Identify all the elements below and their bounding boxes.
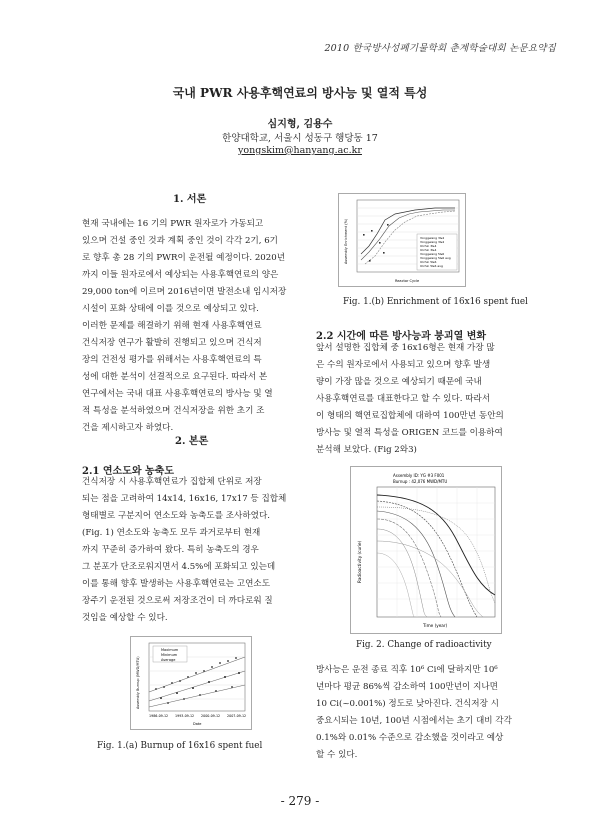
- fig1b-legend-7: Ulchin 5&6 avg: [420, 264, 443, 268]
- figure-1b-svg: [339, 194, 465, 286]
- fig1a-legend-0: Maximum: [161, 648, 179, 652]
- fig1b-ylabel: Assembly Enrichment (%): [344, 218, 348, 264]
- section-heading-intro: 1. 서론: [173, 194, 207, 205]
- fig1a-xtick-0: 1986-09-12: [149, 714, 169, 718]
- paragraph-line: 건식저장 시 사용후핵연료가 집합체 단위로 저장: [82, 477, 262, 487]
- figure-2-radioactivity-chart: [350, 466, 502, 634]
- fig1a-ylabel: Assembly Burnup (MWD/MTU): [136, 656, 140, 709]
- figure-1a-burnup-chart: [130, 636, 252, 730]
- fig2-inner-title-1: Assembly ID: YG #3 F001: [393, 473, 445, 478]
- fig2-xlabel: Time (year): [423, 623, 448, 628]
- section-heading-body: 2. 본론: [175, 436, 209, 447]
- paragraph-line: 할 수 있다.: [316, 750, 358, 760]
- fig1a-legend-1: Minimum: [161, 653, 178, 657]
- fig1b-xlabel: Reactor Cycle: [395, 279, 420, 283]
- paragraph-line: 이를 통해 향후 발생하는 사용후핵연료는 고연소도: [82, 579, 270, 589]
- fig1b-legend-1: Yonggwang 3&4: [420, 240, 445, 244]
- section-heading-2-2: 2.2 시간에 따른 방사능과 붕괴열 변화: [316, 331, 487, 342]
- paragraph-line: 0.1%와 0.01% 수준으로 감소했을 것이라고 예상: [316, 733, 504, 743]
- figure-1b-caption: Fig. 1.(b) Enrichment of 16x16 spent fuel: [343, 297, 528, 307]
- fig1b-legend-3: Ulchin 3&4: [420, 248, 437, 252]
- paragraph-line: 건을 제시하고자 하였다.: [82, 423, 174, 433]
- paragraph-line: 중요시되는 10년, 100년 시점에서는 초기 대비 각각: [316, 716, 512, 726]
- figure-1a-caption: Fig. 1.(a) Burnup of 16x16 spent fuel: [97, 741, 263, 751]
- figure-2-caption: Fig. 2. Change of radioactivity: [356, 640, 492, 650]
- paragraph-line: 로 향후 총 28 기의 PWR이 운전될 예정이다. 2020년: [82, 253, 286, 263]
- section-2-2-paragraph-2: [316, 662, 530, 764]
- paragraph-line: 은 수의 원자로에서 사용되고 있으며 향후 발생: [316, 360, 491, 370]
- paragraph-line: 있으며 건설 중인 것과 계획 중인 것이 각각 2기, 6기: [82, 236, 278, 246]
- paragraph-line: 까지 꾸준히 증가하여 왔다. 특히 농축도의 경우: [82, 545, 259, 555]
- paragraph-line: 량이 가장 많을 것으로 예상되기 때문에 국내: [316, 377, 482, 387]
- author-email-link[interactable]: yongskim@hanyang.ac.kr: [238, 145, 362, 156]
- fig1b-legend-0: Yonggwang 3&4: [420, 236, 445, 240]
- paragraph-line: 적 특성을 분석하였으며 건식저장을 위한 초기 조: [82, 406, 265, 416]
- paragraph-line: 앞서 설명한 집합체 중 16x16형은 현재 가장 많: [316, 343, 495, 353]
- paragraph-line: 방사능은 운전 종료 직후 10⁶ Ci에 달하지만 10⁶: [316, 665, 498, 675]
- intro-paragraph: [82, 216, 296, 437]
- paragraph-line: (Fig. 1) 연소도와 농축도 모두 과거로부터 현재: [82, 528, 261, 538]
- paragraph-line: 장주기 운전된 것으로써 저장조건이 더 까다로워 질: [82, 596, 273, 606]
- fig1a-xlabel: Date: [193, 722, 202, 726]
- paragraph-line: 되는 점을 고려하여 14x14, 16x16, 17x17 등 집합체: [82, 494, 287, 504]
- paragraph-line: 10 Ci(~0.001%) 정도로 낮아진다. 건식저장 시: [316, 699, 499, 709]
- paragraph-line: 건식저장 연구가 활발히 진행되고 있으며 건식저: [82, 338, 262, 348]
- paragraph-line: 방사능 및 열적 특성을 ORIGEN 코드를 이용하여: [316, 428, 503, 438]
- figure-1a-svg: [131, 637, 251, 729]
- fig1b-legend-5: Yonggwang 5&6 avg: [420, 256, 451, 260]
- paragraph-line: 현재 국내에는 16 기의 PWR 원자로가 가동되고: [82, 219, 264, 229]
- paragraph-line: 29,000 ton에 이르며 2016년이면 발전소내 임시저장: [82, 287, 287, 297]
- paper-affiliation: 한양대학교, 서울시 성동구 행당동 17: [222, 133, 378, 144]
- section-2-1-paragraph: [82, 474, 296, 627]
- paragraph-line: 까지 이들 원자로에서 예상되는 사용후핵연료의 양은: [82, 270, 279, 280]
- figure-2-svg: [351, 467, 501, 633]
- fig1b-legend-2: Ulchin 3&4: [420, 244, 437, 248]
- fig2-ylabel: Radioactivity (curie): [357, 540, 362, 583]
- section-heading-2-1: 2.1 연소도와 농축도: [82, 466, 174, 477]
- paragraph-line: 연구에서는 국내 대표 사용후핵연료의 방사능 및 열: [82, 389, 273, 399]
- paragraph-line: 것임을 예상할 수 있다.: [82, 613, 168, 623]
- fig1a-xtick-3: 2007-09-12: [227, 714, 247, 718]
- paragraph-line: 년마다 평균 86%씩 감소하여 100만년이 지나면: [316, 682, 498, 692]
- paragraph-line: 성에 대한 분석이 선결적으로 요구된다. 따라서 본: [82, 372, 268, 382]
- paragraph-line: 이러한 문제를 해결하기 위해 현재 사용후핵연료: [82, 321, 262, 331]
- paragraph-line: 사용후핵연료를 대표한다고 할 수 있다. 따라서: [316, 394, 491, 404]
- fig1a-legend-2: Average: [161, 658, 176, 662]
- fig1b-legend-6: Ulchin 5&6: [420, 260, 437, 264]
- paragraph-line: 이 형태의 핵연료집합체에 대하여 100만년 동안의: [316, 411, 504, 421]
- running-header: 2010 한국방사성폐기물학회 춘계학술대회 논문요약집: [324, 43, 556, 54]
- section-2-2-paragraph: [316, 340, 530, 459]
- paper-authors: 심지형, 김용수: [267, 119, 333, 130]
- paragraph-line: 시설이 포화 상태에 이를 것으로 예상되고 있다.: [82, 304, 259, 314]
- paragraph-line: 형태별로 구분지어 연소도와 농축도를 조사하였다.: [82, 511, 270, 521]
- fig2-inner-title-2: Burnup : 42,076 MWD/MTU: [393, 479, 448, 484]
- figure-1b-enrichment-chart: [338, 193, 466, 287]
- paragraph-line: 그 분포가 단조로워지면서 4.5%에 포화되고 있는데: [82, 562, 276, 572]
- page-number: - 279 -: [280, 794, 320, 808]
- paragraph-line: 분석해 보았다. (Fig 2와3): [316, 445, 417, 455]
- paper-title: 국내 PWR 사용후핵연료의 방사능 및 열적 특성: [172, 86, 428, 100]
- paragraph-line: 장의 건전성 평가를 위해서는 사용후핵연료의 특: [82, 355, 262, 365]
- fig1a-xtick-1: 1993-09-12: [175, 714, 195, 718]
- fig1a-xtick-2: 2000-09-12: [201, 714, 221, 718]
- fig1b-legend-4: Yonggwang 5&6: [420, 252, 445, 256]
